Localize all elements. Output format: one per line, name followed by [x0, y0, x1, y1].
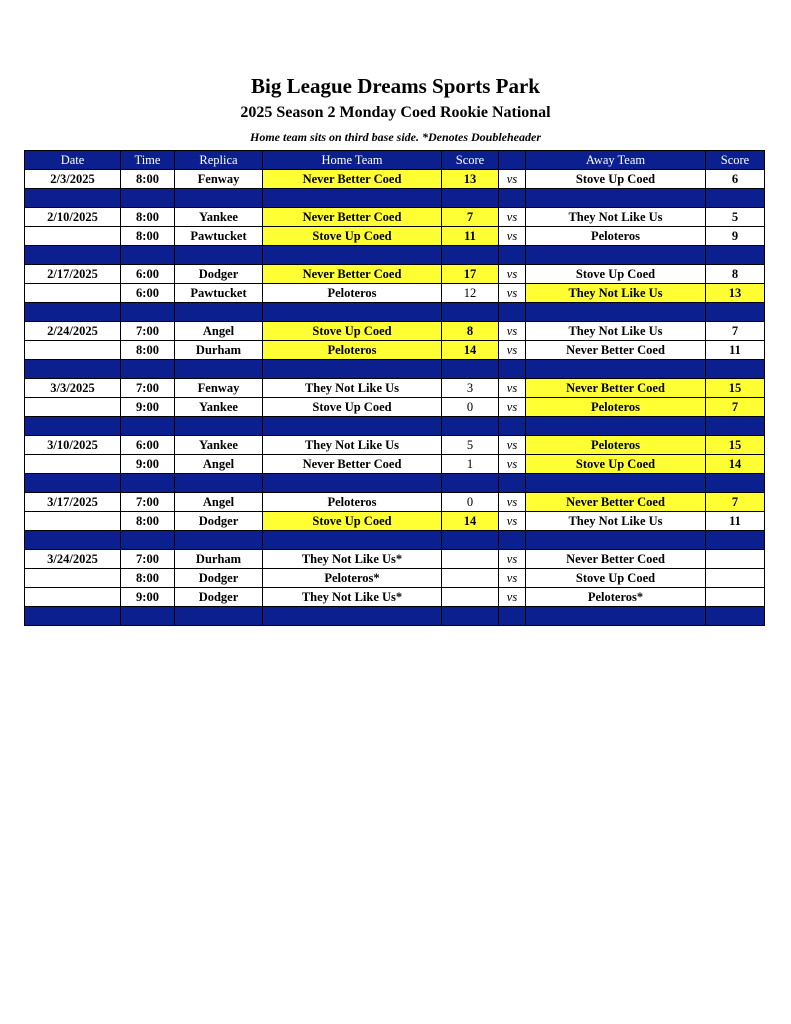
away-score-cell — [706, 588, 765, 607]
time-cell: 7:00 — [121, 379, 175, 398]
week-separator-row — [25, 360, 765, 379]
home-team-cell: Peloteros — [263, 284, 442, 303]
home-team-cell: Never Better Coed — [263, 265, 442, 284]
away-score-cell: 15 — [706, 379, 765, 398]
separator-cell — [175, 607, 263, 626]
separator-cell — [175, 474, 263, 493]
separator-cell — [706, 303, 765, 322]
game-row — [25, 588, 765, 607]
vs-cell: vs — [499, 341, 526, 360]
replica-cell: Dodger — [175, 512, 263, 531]
game-row — [25, 455, 765, 474]
game-row — [25, 379, 765, 398]
away-team-cell: Peloteros — [526, 398, 706, 417]
away-team-cell: Stove Up Coed — [526, 569, 706, 588]
away-score-cell: 13 — [706, 284, 765, 303]
away-score-cell: 9 — [706, 227, 765, 246]
away-score-cell: 5 — [706, 208, 765, 227]
separator-cell — [526, 189, 706, 208]
vs-cell: vs — [499, 379, 526, 398]
away-score-cell: 14 — [706, 455, 765, 474]
separator-cell — [121, 607, 175, 626]
home-team-cell: Stove Up Coed — [263, 398, 442, 417]
home-team-cell: They Not Like Us* — [263, 588, 442, 607]
vs-cell: vs — [499, 455, 526, 474]
home-score-cell: 1 — [442, 455, 499, 474]
separator-cell — [499, 607, 526, 626]
time-cell: 7:00 — [121, 493, 175, 512]
date-cell: 2/17/2025 — [25, 265, 121, 284]
game-row — [25, 436, 765, 455]
replica-cell: Yankee — [175, 398, 263, 417]
time-cell: 8:00 — [121, 170, 175, 189]
home-score-cell: 7 — [442, 208, 499, 227]
home-team-cell: Stove Up Coed — [263, 322, 442, 341]
vs-cell: vs — [499, 284, 526, 303]
home-team-cell: Peloteros — [263, 493, 442, 512]
home-score-cell — [442, 550, 499, 569]
col-header-away-team: Away Team — [526, 151, 706, 170]
separator-cell — [175, 303, 263, 322]
home-score-cell: 5 — [442, 436, 499, 455]
schedule-note: Home team sits on third base side. *Denotes Doubleheader — [250, 130, 541, 144]
week-separator-row — [25, 474, 765, 493]
separator-cell — [25, 246, 121, 265]
vs-cell: vs — [499, 265, 526, 284]
separator-cell — [263, 607, 442, 626]
vs-cell: vs — [499, 398, 526, 417]
time-cell: 8:00 — [121, 569, 175, 588]
time-cell: 6:00 — [121, 284, 175, 303]
col-header-vs — [499, 151, 526, 170]
date-cell — [25, 455, 121, 474]
away-team-cell: Peloteros — [526, 227, 706, 246]
separator-cell — [442, 360, 499, 379]
vs-cell: vs — [499, 208, 526, 227]
separator-cell — [499, 417, 526, 436]
replica-cell: Pawtucket — [175, 227, 263, 246]
separator-cell — [706, 417, 765, 436]
game-row — [25, 512, 765, 531]
home-team-cell: Stove Up Coed — [263, 227, 442, 246]
home-team-cell: Peloteros* — [263, 569, 442, 588]
away-team-cell: Never Better Coed — [526, 341, 706, 360]
separator-cell — [25, 417, 121, 436]
separator-cell — [442, 246, 499, 265]
home-score-cell — [442, 588, 499, 607]
separator-cell — [706, 360, 765, 379]
date-cell — [25, 227, 121, 246]
separator-cell — [263, 531, 442, 550]
separator-cell — [121, 360, 175, 379]
game-row — [25, 265, 765, 284]
game-row — [25, 227, 765, 246]
separator-cell — [442, 417, 499, 436]
replica-cell: Yankee — [175, 208, 263, 227]
replica-cell: Fenway — [175, 379, 263, 398]
separator-cell — [526, 246, 706, 265]
game-row — [25, 341, 765, 360]
separator-cell — [706, 474, 765, 493]
home-score-cell — [442, 569, 499, 588]
time-cell: 8:00 — [121, 208, 175, 227]
home-score-cell: 0 — [442, 398, 499, 417]
week-separator-row — [25, 189, 765, 208]
separator-cell — [526, 417, 706, 436]
game-row — [25, 322, 765, 341]
separator-cell — [263, 189, 442, 208]
separator-cell — [121, 417, 175, 436]
replica-cell: Angel — [175, 493, 263, 512]
replica-cell: Angel — [175, 322, 263, 341]
away-score-cell: 15 — [706, 436, 765, 455]
col-header-away-score: Score — [706, 151, 765, 170]
away-team-cell: Never Better Coed — [526, 379, 706, 398]
separator-cell — [526, 474, 706, 493]
time-cell: 6:00 — [121, 265, 175, 284]
date-cell: 2/3/2025 — [25, 170, 121, 189]
separator-cell — [442, 303, 499, 322]
replica-cell: Yankee — [175, 436, 263, 455]
game-row — [25, 208, 765, 227]
date-cell — [25, 512, 121, 531]
separator-cell — [442, 189, 499, 208]
separator-cell — [121, 474, 175, 493]
away-score-cell — [706, 550, 765, 569]
separator-cell — [706, 246, 765, 265]
header-row — [25, 151, 765, 170]
away-team-cell: Never Better Coed — [526, 493, 706, 512]
time-cell: 9:00 — [121, 455, 175, 474]
away-team-cell: Stove Up Coed — [526, 265, 706, 284]
away-score-cell: 11 — [706, 512, 765, 531]
week-separator-row — [25, 607, 765, 626]
time-cell: 8:00 — [121, 512, 175, 531]
away-score-cell — [706, 569, 765, 588]
game-row — [25, 550, 765, 569]
game-row — [25, 284, 765, 303]
date-cell — [25, 588, 121, 607]
date-cell — [25, 284, 121, 303]
replica-cell: Dodger — [175, 588, 263, 607]
replica-cell: Angel — [175, 455, 263, 474]
week-separator-row — [25, 531, 765, 550]
separator-cell — [175, 531, 263, 550]
separator-cell — [121, 303, 175, 322]
col-header-time: Time — [121, 151, 175, 170]
separator-cell — [25, 189, 121, 208]
home-team-cell: They Not Like Us — [263, 379, 442, 398]
replica-cell: Durham — [175, 341, 263, 360]
separator-cell — [263, 417, 442, 436]
vs-cell: vs — [499, 170, 526, 189]
col-header-date: Date — [25, 151, 121, 170]
col-header-home-score: Score — [442, 151, 499, 170]
game-row — [25, 170, 765, 189]
separator-cell — [499, 246, 526, 265]
away-score-cell: 6 — [706, 170, 765, 189]
away-score-cell: 7 — [706, 322, 765, 341]
away-team-cell: Peloteros — [526, 436, 706, 455]
replica-cell: Fenway — [175, 170, 263, 189]
home-team-cell: Peloteros — [263, 341, 442, 360]
separator-cell — [442, 607, 499, 626]
home-team-cell: Stove Up Coed — [263, 512, 442, 531]
separator-cell — [121, 189, 175, 208]
date-cell: 3/17/2025 — [25, 493, 121, 512]
home-team-cell: They Not Like Us* — [263, 550, 442, 569]
away-team-cell: Peloteros* — [526, 588, 706, 607]
away-team-cell: They Not Like Us — [526, 284, 706, 303]
game-row — [25, 398, 765, 417]
page-title: Big League Dreams Sports Park — [251, 74, 540, 98]
game-row — [25, 493, 765, 512]
home-score-cell: 12 — [442, 284, 499, 303]
vs-cell: vs — [499, 569, 526, 588]
date-cell: 3/10/2025 — [25, 436, 121, 455]
game-row — [25, 569, 765, 588]
date-cell: 3/3/2025 — [25, 379, 121, 398]
time-cell: 7:00 — [121, 550, 175, 569]
home-team-cell: Never Better Coed — [263, 455, 442, 474]
vs-cell: vs — [499, 227, 526, 246]
separator-cell — [25, 531, 121, 550]
separator-cell — [499, 474, 526, 493]
time-cell: 8:00 — [121, 341, 175, 360]
away-team-cell: They Not Like Us — [526, 512, 706, 531]
separator-cell — [499, 531, 526, 550]
home-score-cell: 8 — [442, 322, 499, 341]
home-score-cell: 0 — [442, 493, 499, 512]
replica-cell: Durham — [175, 550, 263, 569]
time-cell: 9:00 — [121, 588, 175, 607]
vs-cell: vs — [499, 493, 526, 512]
home-score-cell: 14 — [442, 341, 499, 360]
separator-cell — [263, 303, 442, 322]
home-score-cell: 11 — [442, 227, 499, 246]
separator-cell — [175, 360, 263, 379]
date-cell — [25, 569, 121, 588]
schedule-table — [24, 150, 765, 626]
separator-cell — [175, 417, 263, 436]
time-cell: 7:00 — [121, 322, 175, 341]
separator-cell — [499, 303, 526, 322]
separator-cell — [706, 189, 765, 208]
separator-cell — [526, 531, 706, 550]
separator-cell — [121, 531, 175, 550]
date-cell: 2/10/2025 — [25, 208, 121, 227]
separator-cell — [25, 303, 121, 322]
date-cell: 3/24/2025 — [25, 550, 121, 569]
away-score-cell: 7 — [706, 398, 765, 417]
home-score-cell: 13 — [442, 170, 499, 189]
home-score-cell: 17 — [442, 265, 499, 284]
away-team-cell: Never Better Coed — [526, 550, 706, 569]
vs-cell: vs — [499, 550, 526, 569]
separator-cell — [499, 360, 526, 379]
replica-cell: Pawtucket — [175, 284, 263, 303]
date-cell: 2/24/2025 — [25, 322, 121, 341]
away-team-cell: Stove Up Coed — [526, 455, 706, 474]
separator-cell — [526, 303, 706, 322]
home-team-cell: Never Better Coed — [263, 170, 442, 189]
separator-cell — [121, 246, 175, 265]
replica-cell: Dodger — [175, 265, 263, 284]
away-score-cell: 11 — [706, 341, 765, 360]
home-team-cell: Never Better Coed — [263, 208, 442, 227]
separator-cell — [25, 607, 121, 626]
schedule-body — [25, 170, 765, 626]
separator-cell — [442, 531, 499, 550]
home-team-cell: They Not Like Us — [263, 436, 442, 455]
separator-cell — [706, 531, 765, 550]
separator-cell — [263, 246, 442, 265]
time-cell: 6:00 — [121, 436, 175, 455]
away-team-cell: They Not Like Us — [526, 208, 706, 227]
separator-cell — [25, 474, 121, 493]
week-separator-row — [25, 246, 765, 265]
separator-cell — [706, 607, 765, 626]
vs-cell: vs — [499, 436, 526, 455]
replica-cell: Dodger — [175, 569, 263, 588]
separator-cell — [175, 246, 263, 265]
home-score-cell: 3 — [442, 379, 499, 398]
separator-cell — [442, 474, 499, 493]
date-cell — [25, 341, 121, 360]
vs-cell: vs — [499, 588, 526, 607]
away-score-cell: 8 — [706, 265, 765, 284]
time-cell: 9:00 — [121, 398, 175, 417]
away-team-cell: They Not Like Us — [526, 322, 706, 341]
vs-cell: vs — [499, 512, 526, 531]
separator-cell — [263, 474, 442, 493]
separator-cell — [175, 189, 263, 208]
separator-cell — [499, 189, 526, 208]
col-header-home-team: Home Team — [263, 151, 442, 170]
home-score-cell: 14 — [442, 512, 499, 531]
away-team-cell: Stove Up Coed — [526, 170, 706, 189]
week-separator-row — [25, 303, 765, 322]
separator-cell — [263, 360, 442, 379]
date-cell — [25, 398, 121, 417]
separator-cell — [526, 360, 706, 379]
time-cell: 8:00 — [121, 227, 175, 246]
week-separator-row — [25, 417, 765, 436]
away-score-cell: 7 — [706, 493, 765, 512]
col-header-replica: Replica — [175, 151, 263, 170]
separator-cell — [526, 607, 706, 626]
vs-cell: vs — [499, 322, 526, 341]
separator-cell — [25, 360, 121, 379]
season-subtitle: 2025 Season 2 Monday Coed Rookie National — [240, 104, 551, 121]
